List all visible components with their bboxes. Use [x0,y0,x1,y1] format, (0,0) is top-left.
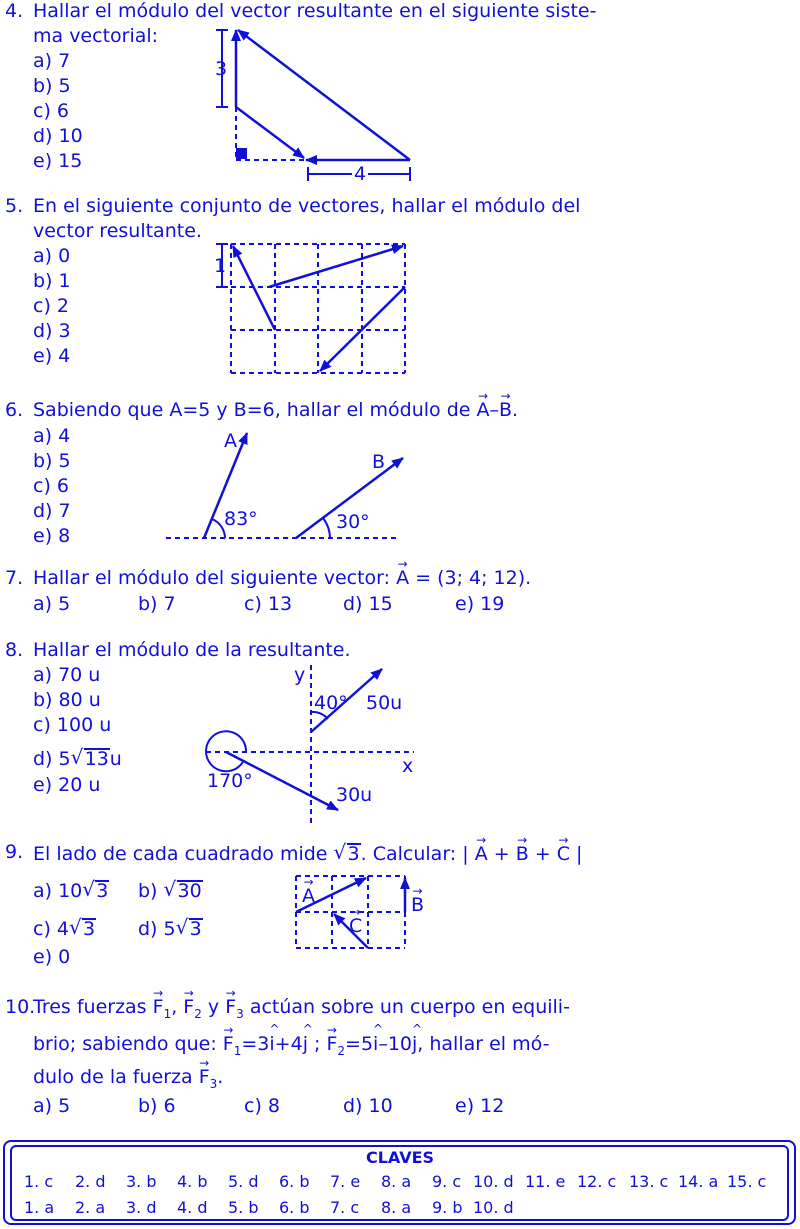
q6-angle-label-b: 30° [336,511,370,533]
q9-option-e: e) 0 [33,946,71,968]
q10-text-line1: Tres fuerzas → $F_1$, → $F_2$ $y \to F_3$ actúan sobre un cuerpo en equili- [33,998,570,1020]
q6-vector-b-symbol: → B [499,401,512,420]
q4-option-e: e) 15 [33,150,83,172]
q8-angle-label-170: 170° [207,770,253,792]
q4-option-c: c) 6 [33,100,69,122]
q4-text-line2: ma vectorial: [33,25,159,47]
q7-option-a: a) 5 [33,593,71,615]
q7-text: Hallar el módulo del siguiente vector: → A = (3; 4; 12). [33,569,531,588]
q6-angle-arc-b [323,518,330,538]
q4-right-angle-mark [236,148,247,159]
q9-number: 9. [5,841,24,863]
q4-option-b: b) 5 [33,75,71,97]
q10-option-b: b) 6 [138,1095,176,1117]
q9-option-d: d) 5√ 3 [138,918,203,939]
q7-option-e: e) 19 [455,593,505,615]
q10-option-d: d) 10 [343,1095,393,1117]
q7-option-c: c) 13 [244,593,293,615]
q6-option-e: e) 8 [33,525,71,547]
q8-option-e: e) 20 u [33,774,101,796]
q6-option-d: d) 7 [33,500,71,522]
q5-option-a: a) 0 [33,245,71,267]
q4-dim-label-4: 4 [354,163,367,185]
q6-angle-label-a: 83° [224,508,258,530]
answer-key-title: CLAVES [365,1148,435,1167]
q4-hypotenuse-vector [238,30,410,160]
q9-text: El lado de cada cuadrado mide √ 3. Calcular: | → A + → B + → C | [33,843,582,864]
q6-option-b: b) 5 [33,450,71,472]
q6-number: 6. [5,399,24,421]
q6-label-a: A [224,430,237,452]
q10-option-e: e) 12 [455,1095,505,1117]
q5-vector-2 [269,246,403,287]
q5-option-e: e) 4 [33,345,71,367]
q8-vector-diagram [206,665,414,826]
q4-dim-label-3: 3 [215,58,228,80]
q4-option-a: a) 7 [33,50,71,72]
q9-option-c: c) 4√ 3 [33,918,96,939]
q5-option-b: b) 1 [33,270,71,292]
q7-option-d: d) 15 [343,593,393,615]
q9-option-a: a) 10√ 3 [33,880,109,901]
q4-number: 4. [5,0,24,22]
q9-label-a: → A [302,887,315,906]
q5-grid-diagram [216,244,405,373]
q8-number: 8. [5,639,24,661]
q6-option-c: c) 6 [33,475,69,497]
q5-unit-label: 1 [214,255,227,277]
q8-option-d: d) 5√ 13u [33,748,122,769]
q5-option-c: c) 2 [33,295,69,317]
q8-option-a: a) 70 u [33,664,101,686]
q8-option-c: c) 100 u [33,714,112,736]
q10-option-a: a) 5 [33,1095,71,1117]
q5-dashed-grid [231,244,405,373]
q4-text-line1: Hallar el módulo del vector resultante en el siguiente siste- [33,0,597,22]
q6-vector-a-symbol: → A [477,401,490,420]
q6-label-b: B [372,451,386,473]
q7-vector-symbol: → A [396,569,409,588]
q10-option-c: c) 8 [244,1095,280,1117]
q8-x-label: x [402,755,414,777]
q8-y-label: y [294,664,306,686]
q10-text-line3: dulo de la fuerza → $F_3$. [33,1068,223,1090]
q9-option-b: b) √ 30 [138,880,203,901]
q6-text: Sabiendo que A=5 y B=6, hallar el módulo de → A–→ B. [33,401,518,420]
q4-vector-diagram [216,30,410,181]
q8-angle-label-40: 40° [314,692,348,714]
q10-text-line2: brio; sabiendo que: → $F_1=3\^{}$ i+4^ j ; → $F_2=5\^{}$ i–10^ j, hallar el mó- [33,1035,549,1057]
q8-mag-label-50u: 50u [366,692,403,714]
q10-number: 10. [5,996,36,1018]
q8-text: Hallar el módulo de la resultante. [33,639,351,661]
q9-label-c: → C [349,917,362,936]
q8-mag-label-30u: 30u [336,784,373,806]
q5-text-line1: En el siguiente conjunto de vectores, hallar el módulo del [33,195,581,217]
q9-label-b: → B [411,896,424,915]
q5-text-line2: vector resultante. [33,220,202,242]
q6-option-a: a) 4 [33,425,71,447]
q5-number: 5. [5,195,24,217]
q4-option-d: d) 10 [33,125,83,147]
q8-option-b: b) 80 u [33,689,101,711]
q7-number: 7. [5,567,24,589]
q5-option-d: d) 3 [33,320,71,342]
q7-option-b: b) 7 [138,593,176,615]
